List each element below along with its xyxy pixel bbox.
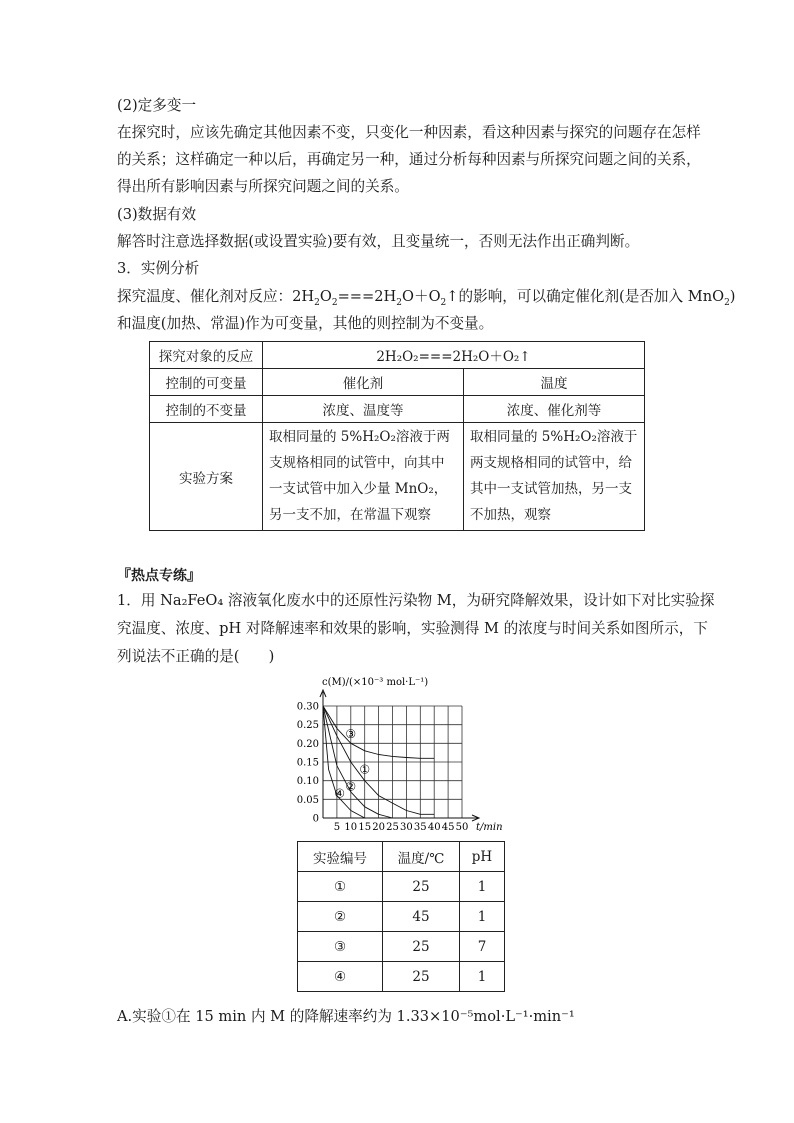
section-heading-3: (3)数据有效 — [117, 206, 197, 223]
x-tick-label: 20 — [372, 822, 385, 833]
table-cell: 探究对象的反应 — [150, 342, 263, 369]
y-tick-label: 0.10 — [296, 776, 319, 788]
question-line: 1．用 Na₂FeO₄ 溶液氧化废水中的还原性污染物 M，为研究降解效果，设计如下对比实验探 — [117, 592, 715, 609]
table-header-cell: 实验编号 — [298, 842, 383, 872]
curve-label: ② — [345, 779, 357, 794]
x-tick-label: 30 — [400, 822, 413, 833]
x-axis-label: t/min — [476, 822, 503, 833]
x-tick-label: 40 — [427, 822, 441, 833]
table-cell: 25 — [383, 962, 460, 992]
x-tick-label: 35 — [413, 822, 427, 833]
table-cell: 浓度、温度等 — [263, 396, 464, 423]
section-heading-2: (2)定多变一 — [117, 97, 197, 114]
x-tick-label: 10 — [344, 822, 358, 833]
table-cell: 温度 — [464, 369, 645, 396]
table-cell: 1 — [460, 962, 505, 992]
table-cell: ④ — [298, 962, 383, 992]
section-heading-example: 3．实例分析 — [117, 260, 200, 277]
paragraph-line: 和温度(加热、常温)作为可变量，其他的则控制为不变量。 — [117, 315, 494, 332]
experiment-table — [297, 841, 505, 992]
chart-axes — [320, 690, 479, 821]
curve-label: ④ — [334, 786, 346, 801]
y-tick-label: 0.15 — [296, 757, 319, 769]
x-tick-label: 25 — [386, 822, 399, 833]
chart-ticks — [297, 702, 469, 834]
y-tick-label: 0.25 — [296, 720, 319, 732]
table-cell: 1 — [460, 902, 505, 932]
example-table — [149, 341, 645, 531]
question-line: 究温度、浓度、pH 对降解速率和效果的影响，实验测得 M 的浓度与时间关系如图所示，下 — [117, 620, 708, 637]
paragraph-line: 在探究时，应该先确定其他因素不变，只变化一种因素，看这种因素与探究的问题存在怎样 — [117, 124, 701, 141]
y-axis-label: c(M)/(×10⁻³ mol·L⁻¹) — [322, 677, 429, 688]
table-row — [298, 872, 505, 902]
table-row — [298, 902, 505, 932]
table-cell: 7 — [460, 932, 505, 962]
table-cell: 1 — [460, 872, 505, 902]
table-cell: 2H₂O₂===2H₂O＋O₂↑ — [263, 342, 645, 369]
paragraph-line: 得出所有影响因素与所探究问题之间的关系。 — [117, 178, 409, 195]
table-cell: ③ — [298, 932, 383, 962]
table-row — [298, 932, 505, 962]
x-tick-label: 50 — [455, 822, 469, 833]
table-cell: 实验方案 — [150, 423, 263, 531]
table-cell: 取相同量的 5%H₂O₂溶液于两支规格相同的试管中，向其中一支试管中加入少量 MnO₂，另一支不加，在常温下观察 — [263, 423, 464, 531]
x-tick-label: 15 — [358, 822, 372, 833]
table-cell: 取相同量的 5%H₂O₂溶液于两支规格相同的试管中，给其中一支试管加热，另一支不加热，观察 — [464, 423, 645, 531]
hot-practice-label: 『热点专练』 — [117, 568, 201, 584]
paragraph-line-equation: 探究温度、催化剂对反应：$2H_2O_2===2H_2O+O_2↑$的影响，可以确定催化剂(是否加入 MnO$_2$) — [117, 288, 736, 308]
x-tick-label: 5 — [333, 822, 341, 833]
y-tick-label: 0.20 — [296, 738, 319, 750]
table-header-cell: 温度/℃ — [383, 842, 460, 872]
table-cell: 25 — [383, 872, 460, 902]
table-cell: 催化剂 — [263, 369, 464, 396]
y-tick-label: 0 — [312, 813, 319, 825]
table-row — [298, 962, 505, 992]
table-cell: 25 — [383, 932, 460, 962]
table-cell: 45 — [383, 902, 460, 932]
table-cell: 控制的可变量 — [150, 369, 263, 396]
curve-label: ① — [359, 762, 371, 777]
option-a: A.实验①在 15 min 内 M 的降解速率约为 1.33×10⁻⁵mol·L⁻¹·min⁻¹ — [117, 1008, 575, 1025]
paragraph-line: 的关系；这样确定一种以后，再确定另一种，通过分析每种因素与所探究问题之间的关系， — [117, 151, 701, 168]
curve-label: ③ — [345, 727, 357, 741]
concentration-time-chart — [290, 670, 510, 840]
x-tick-label: 45 — [441, 822, 455, 833]
table-header-cell: pH — [460, 842, 505, 872]
y-tick-label: 0.30 — [296, 701, 319, 713]
paragraph-line: 解答时注意选择数据(或设置实验)要有效，且变量统一，否则无法作出正确判断。 — [117, 233, 640, 250]
chart-grid — [323, 706, 462, 818]
table-cell: ② — [298, 902, 383, 932]
table-cell: ① — [298, 872, 383, 902]
table-cell: 浓度、催化剂等 — [464, 396, 645, 423]
question-line: 列说法不正确的是( ) — [117, 648, 275, 665]
table-cell: 控制的不变量 — [150, 396, 263, 423]
y-tick-label: 0.05 — [296, 794, 319, 806]
